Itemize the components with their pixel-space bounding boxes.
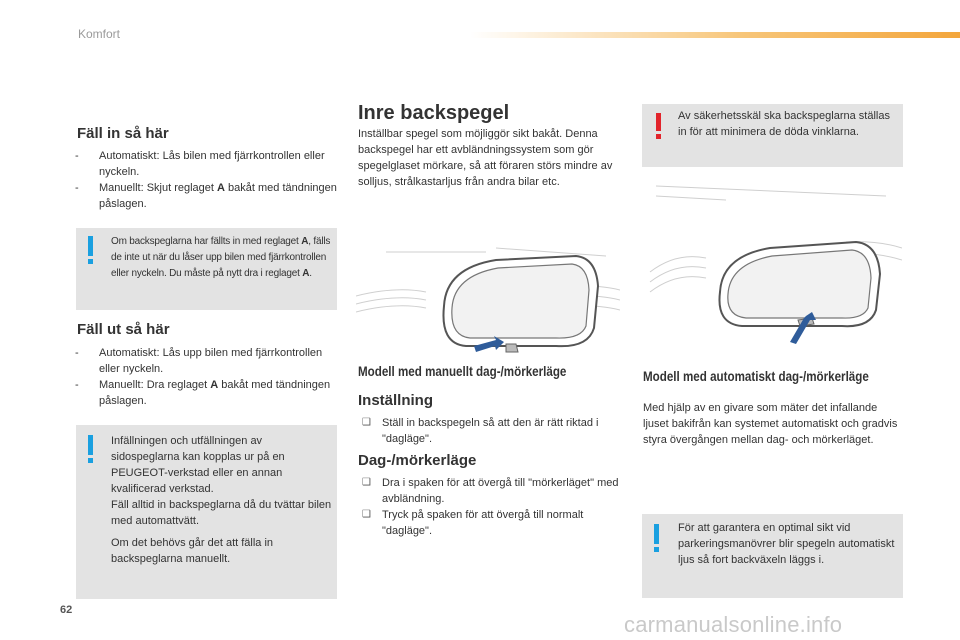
list-marker: - [75,150,79,162]
warning-icon [656,113,661,131]
warning-note [642,104,903,167]
bullet-icon: ❑ [362,417,371,428]
manual-mirror-illustration [356,246,620,358]
list-item-text: Dra i spaken för att övergå till "mörkerläget" med avbländning. [382,477,619,505]
list-item-text: Manuellt: Skjut reglaget [99,182,218,194]
list-item-text: Manuellt: Dra reglaget [99,379,211,391]
header-accent-bar [470,32,960,38]
info-icon [88,435,93,455]
page-number: 62 [60,604,73,616]
info-icon-dot [88,259,93,264]
control-letter: A [210,379,219,391]
page-title: Inre backspegel [358,102,510,124]
info-note-text: För att garantera en optimal sikt vid parkeringsmanövrer blir spegeln automatiskt ljus så fort backväxeln läggs i. [678,522,895,566]
list-item-text: bakåt med tändningen påslagen. [99,379,331,407]
list-item [358,415,620,447]
list-item-text: Ställ in backspegeln så att den är rätt riktad i "dagläge". [382,417,599,445]
info-note-text: Om det behövs går det att fälla in backspeglarna manuellt. [111,537,274,565]
manual-model-title: Modell med manuellt dag-/mörkerläge [358,364,567,379]
control-letter: A [301,236,309,247]
list-item-text: bakåt med tändningen påslagen. [99,182,337,210]
info-icon [654,524,659,544]
info-note-reverse [642,514,903,598]
info-icon-dot [654,547,659,552]
warning-text: Av säkerhetsskäl ska backspeglarna ställas in för att minimera de döda vinklarna. [678,110,890,138]
fold-out-list [75,345,337,409]
list-item-text: Automatiskt: Lås upp bilen med fjärrkontrollen eller nyckeln. [99,347,323,375]
mirror-lever [506,344,518,352]
list-item [75,345,337,377]
fold-in-list [75,148,337,212]
info-note-text: Om backspeglarna har fällts in med reglaget A, fälls de inte ut när du låser upp bilen med fjärrkontrollen eller nyckeln. Du måste på nytt dra i reglaget A. [111,236,331,279]
fold-in-title: Fäll in så här [77,125,169,142]
list-marker: - [75,182,79,194]
automatic-model-title: Modell med automatiskt dag-/mörkerläge [643,369,869,384]
watermark: carmanualsonline.info [624,612,843,637]
day-night-list [358,475,620,539]
info-note-text: Fäll alltid in backspeglarna då du tvättar bilen med automattvätt. [111,499,332,527]
list-item-text: Automatiskt: Lås bilen med fjärrkontrollen eller nyckeln. [99,150,325,178]
list-item [75,180,337,212]
automatic-mirror-illustration [646,182,902,348]
warning-icon-dot [656,134,661,139]
list-item [358,475,620,507]
control-letter: A [302,268,310,279]
control-letter: A [217,182,225,194]
list-item-text: Tryck på spaken för att övergå till normalt "dagläge". [382,509,584,537]
info-note-text: Infällningen och utfällningen av sidospeglarna kan kopplas ur på en PEUGEOT-verkstad eller en annan kvalificerad verkstad. [111,435,285,495]
day-night-title: Dag-/mörkerläge [358,452,477,469]
info-note-garage [76,425,337,599]
bullet-icon: ❑ [362,509,371,520]
section-header-title: Komfort [78,27,121,41]
info-icon-dot [88,458,93,463]
setting-title: Inställning [358,392,433,409]
setting-list [358,415,620,447]
list-item [75,377,337,409]
intro-text: Inställbar spegel som möjliggör sikt bakåt. Denna backspegel har ett avbländningssystem som gör spegelglaset mörkare, så att föraren störs mindre av solljus, strålkastarljus från andra bilar etc. [358,128,613,188]
automatic-description: Med hjälp av en givare som mäter det infallande ljuset bakifrån kan systemet automatiskt och gradvis styra övergången mellan dag- och mörkerläget. [643,402,898,446]
list-marker: - [75,347,79,359]
info-note-fold [76,228,337,310]
fold-out-title: Fäll ut så här [77,321,170,338]
info-icon [88,236,93,256]
bullet-icon: ❑ [362,477,371,488]
list-item [75,148,337,180]
list-marker: - [75,379,79,391]
list-item [358,507,620,539]
